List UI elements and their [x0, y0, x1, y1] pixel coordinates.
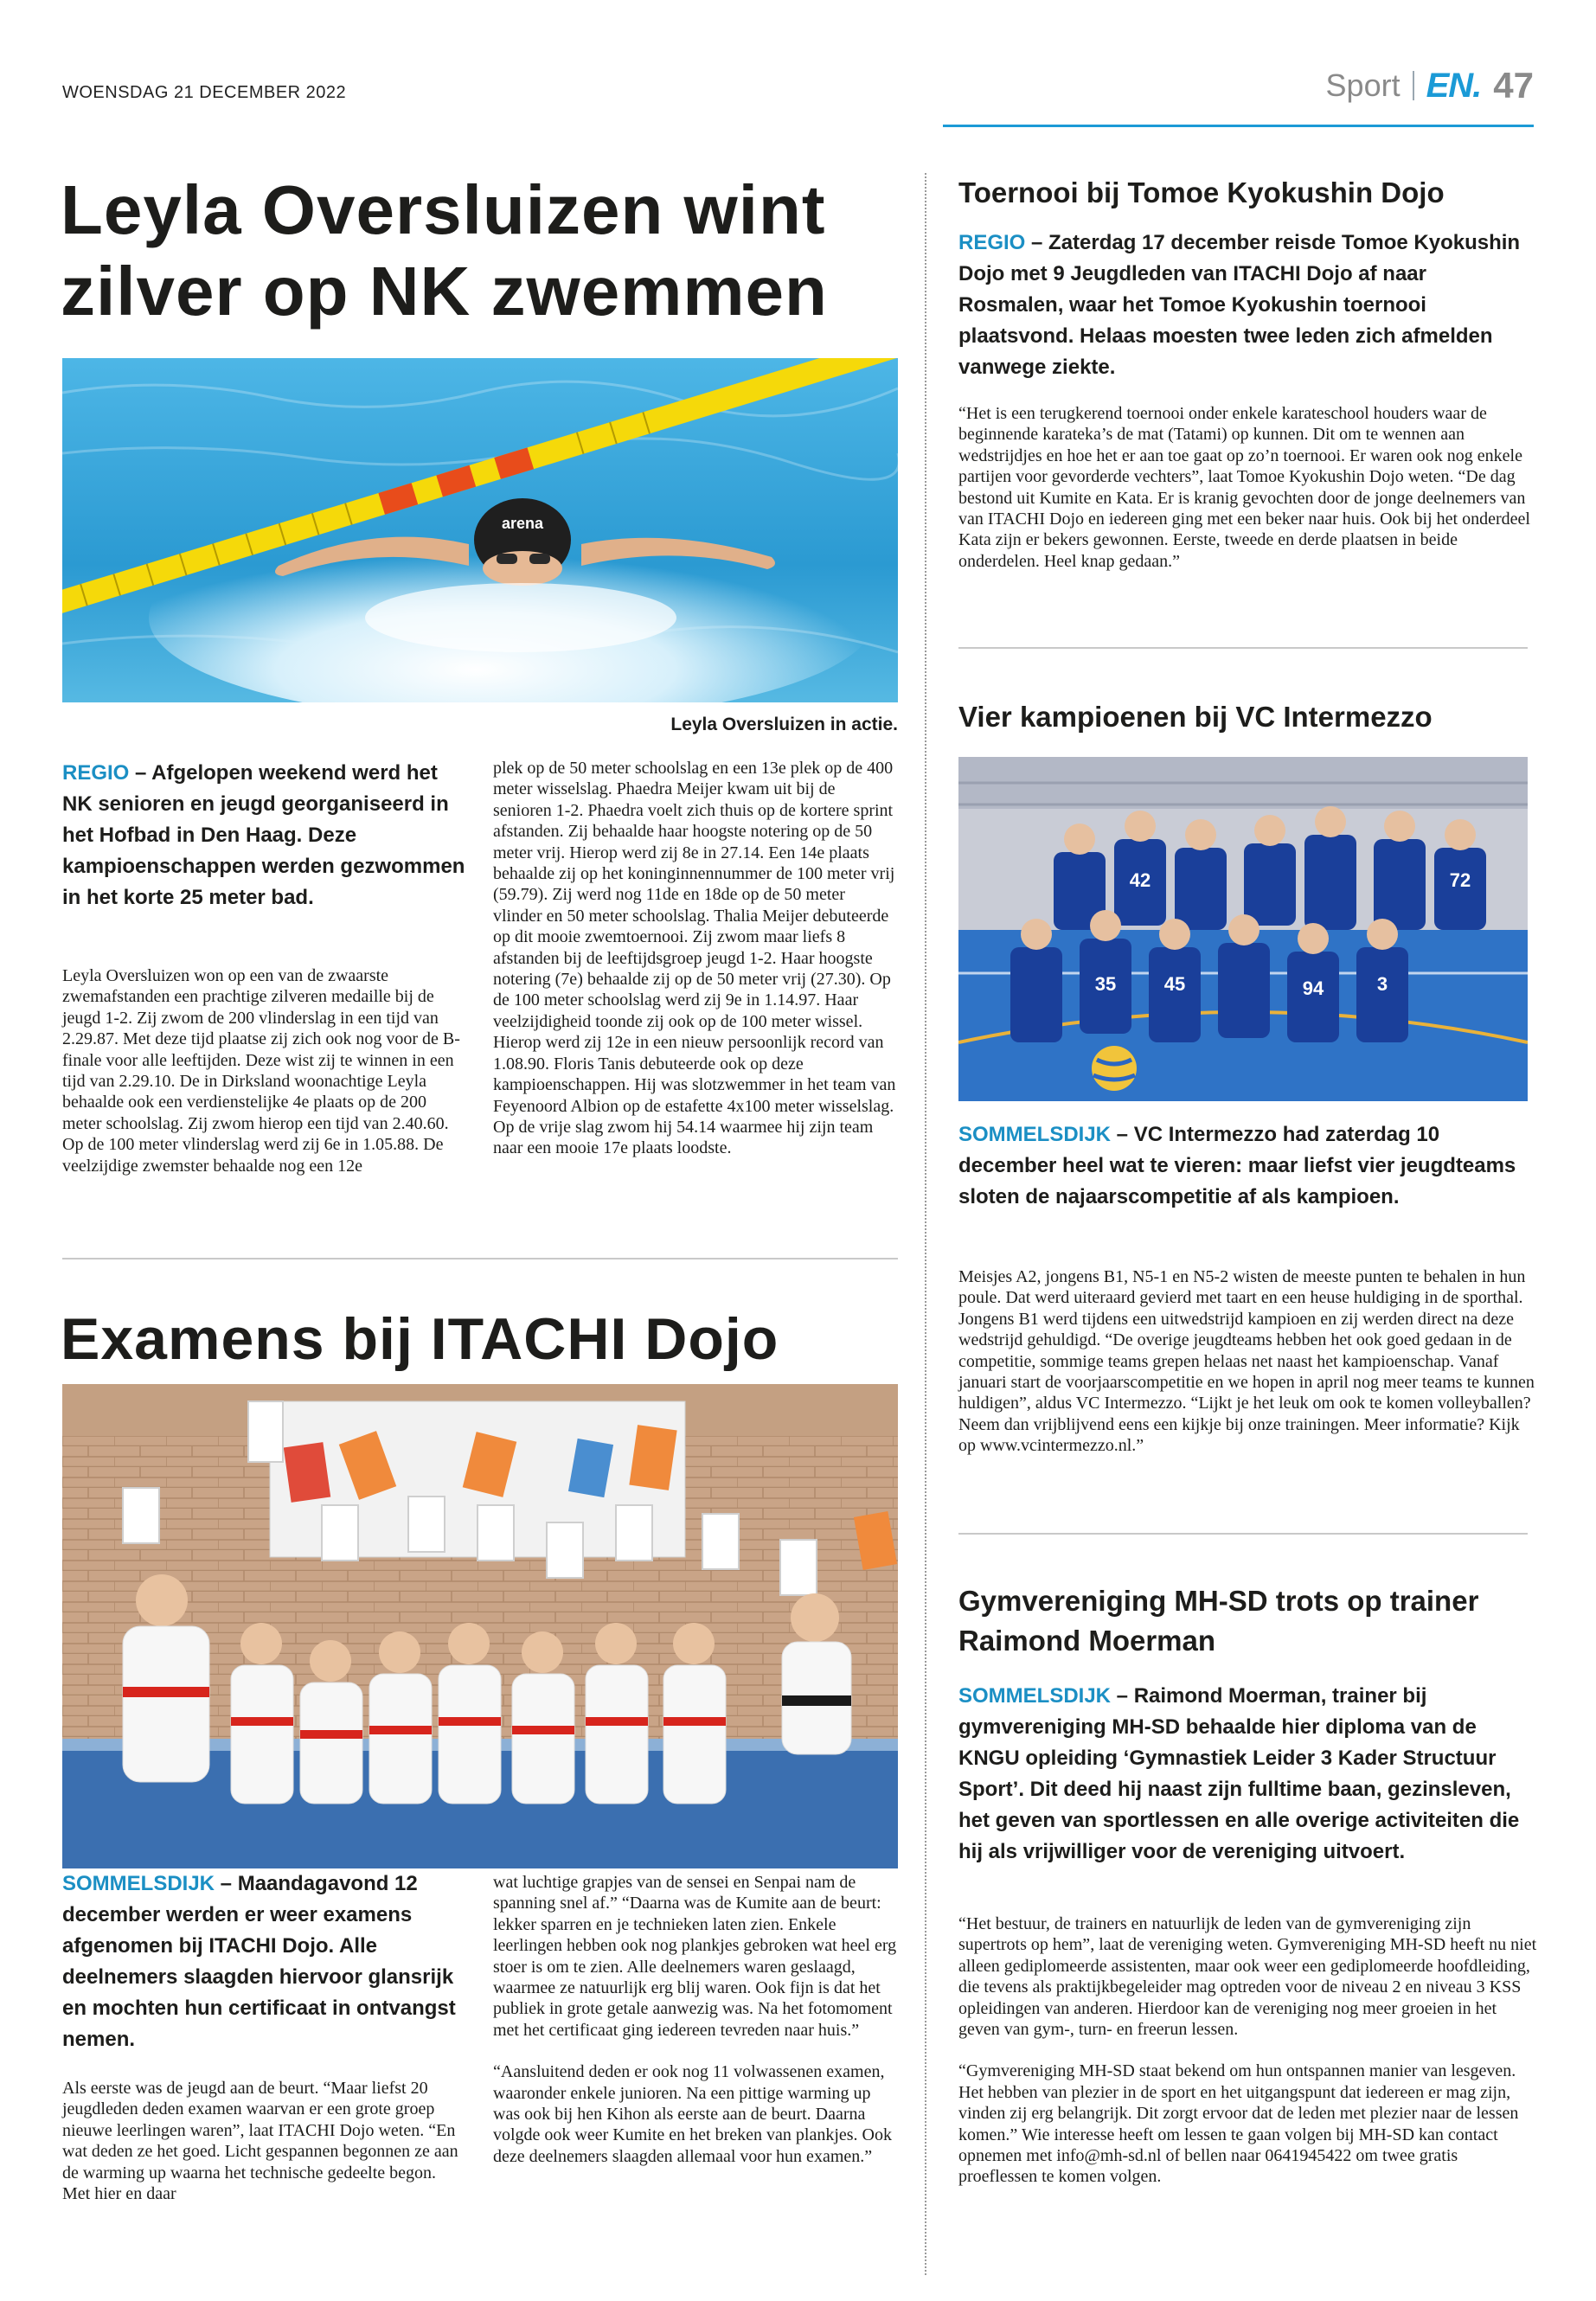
section-label: Sport — [1325, 67, 1401, 103]
lead-text: – Afgelopen weekend werd het NK senioren en jeugd georganiseerd in het Hofbad in Den Haag. Deze kampioenschappen werden gezwommen in het korte 25 meter bad. — [62, 761, 465, 909]
body-itachi-col2 — [493, 1872, 898, 2167]
paragraph: “Aansluitend deden er ook nog 11 volwassenen examen, waaronder enkele junioren. Na een pittige warming up was ook bij hen Kihon als eerste aan de beurt. Daarna volgde ook weer Kumite en het breken van plankjes. Ook deze deelnemers slaagden allemaal voor hun examen.” — [493, 2062, 892, 2166]
lead-keyword: SOMMELSDIJK — [958, 1123, 1112, 1146]
page-number: 47 — [1493, 65, 1534, 106]
page-header-right — [1326, 64, 1534, 107]
paragraph: Meisjes A2, jongens B1, N5-1 en N5-2 wisten de meeste punten te behalen in hun poule. Dat werd uiteraard gevierd met taart en een heuse huldiging in de sporthal. Jongens B1 werd tijdens een uitwedstrijd kampioen en zij werden direct na deze wedstrijd gehuldigd. “De overige jeugdteams hebben het ook goed gedaan in de competitie, sommige teams grepen helaas net naast het kampioenschap. Vanaf januari start de voorjaarscompetitie en we hopen in april nog meer teams te kunnen huldigen”, aldus VC Intermezzo. “Lijkt je het leuk om ook te komen volleyballen? Neem dan vrijblijvend eens een kijkje bij onze trainingen. Meer informatie? Kijk op www.vcintermezzo.nl.” — [958, 1267, 1535, 1456]
headline-vc-intermezzo: Vier kampioenen bij VC Intermezzo — [958, 701, 1433, 733]
paragraph: wat luchtige grapjes van de sensei en Senpai nam de spanning snel af.” “Daarna was de Kumite aan de beurt: lekker sparren en je technieken laten zien. Enkele leerlingen hebben ook nog plankjes gebroken wat heel erg stoer is om te zien. Alle deelnemers waren geslaagd, waarmee ze natuurlijk erg blij waren. Ook fijn is dat het publiek in grote getale aanwezig was. Na het fotomoment met het certificaat ging iedereen tevreden naar huis.” — [493, 1873, 897, 2040]
section-rule — [958, 647, 1528, 649]
lead-keyword: REGIO — [62, 761, 130, 785]
photo-swimmer — [62, 358, 898, 702]
body-swimming-col1 — [62, 965, 462, 1176]
headline-itachi: Examens bij ITACHI Dojo — [61, 1306, 779, 1372]
jersey-number: 3 — [1376, 973, 1388, 995]
column-divider — [925, 173, 926, 2275]
paragraph: “Gymvereniging MH-SD staat bekend om hun ontspannen manier van lesgeven. Het hebben van plezier in de sport en het uitgangspunt dat iedereen er mag zijn, vinden zij erg belangrijk. Dit zorgt ervoor dat de leden met plezier naar de lessen komen.” Wie interesse heeft om lessen te gaan volgen bij MH-SD kan contact opnemen met info@mh-sd.nl of bellen naar 0641945422 om twee gratis proeflessen te komen volgen. — [958, 2061, 1519, 2187]
body-gym-mhsd — [958, 1913, 1538, 2188]
lead-text: – VC Intermezzo had zaterdag 10 december heel wat te vieren: maar liefst vier jeugdteams sloten de najaarscompetitie af als kampioen. — [958, 1123, 1516, 1208]
section-rule — [958, 1533, 1528, 1535]
jersey-number: 42 — [1129, 869, 1151, 891]
paragraph: Als eerste was de jeugd aan de beurt. “Maar liefst 20 jeugdleden deden examen waarvan er een grote groep nieuwe leerlingen waren”, laat ITACHI Dojo weten. “En wat deden ze het goed. Licht gespannen begonnen ze aan de warming up waarna het technische gedeelte begon. Met hier en daar — [62, 2079, 458, 2204]
lead-text: – Zaterdag 17 december reisde Tomoe Kyokushin Dojo met 9 Jeugdleden van ITACHI Dojo af naar Rosmalen, waar het Tomoe Kyokushin toernooi plaatsvond. Helaas moesten twee leden zich afmelden vanwege ziekte. — [958, 231, 1521, 379]
jersey-number: 72 — [1449, 869, 1471, 891]
jersey-number: 45 — [1163, 973, 1186, 995]
issue-date: WOENSDAG 21 DECEMBER 2022 — [62, 83, 347, 102]
paragraph: plek op de 50 meter schoolslag en een 13e plek op de 400 meter wisselslag. Phaedra Meijer kwam uit bij de senioren 1-2. Phaedra voelt zich thuis op de kortere sprint afstanden. Zij behaalde haar hoogste notering op de 50 meter vrij. Hierop werd zij 8e in 27.14. Een 14e plaats behaalde zij op het koninginnennummer de 100 meter vrij (59.79). Zij werd nog 11de en 18de op de 50 meter vlinder en 50 meter schoolslag. Thalia Meijer debuteerde op dit mooie zwemtoernooi. Zij zwom maar liefs 8 afstanden bij de leeftijdsgroep jeugd 1-2. Haar hoogste notering (7e) behaalde zij op de 50 meter vrij (27.30). Op de 100 meter schoolslag werd zij 9e in 1.14.97. Haar veelzijdigheid toonde zij ook op de 100 meter wissel. Hierop werd zij 12e in een nieuw persoonlijk record van 1.08.90. Floris Tanis debuteerde ook op deze kampioenschappen. Hij was slotzwemmer in het team van Feyenoord Albion op de estafette 4x100 meter wisselslag. Op de vrije slag zwom hij 54.14 waarmee hij zijn team naar een mooie 17e plaats loodste. — [493, 759, 896, 1158]
newspaper-logo: EN. — [1426, 66, 1482, 105]
body-swimming-col2 — [493, 758, 898, 1159]
paragraph: Leyla Oversluizen won op een van de zwaarste zwemafstanden een prachtige zilveren medaille bij de jeugd 1-2. Zij zwom de 200 vlinderslag in een tijd van 2.29.87. Met deze tijd plaatse zij zich ook nog voor de B-finale voor alle leeftijden. Deze wist zij te winnen in een tijd van 2.29.10. De in Dirksland woonachtige Leyla behaalde ook een verdienstelijke 4e plaats op de 200 meter schoolslag. Zij zwom hierop een tijd van 2.40.60. Op de 100 meter vlinderslag werd zij 6e in 1.05.88. De veelzijdige zwemster behaalde nog een 12e — [62, 966, 460, 1176]
lead-text: – Maandagavond 12 december werden er weer examens afgenomen bij ITACHI Dojo. Alle deelnemers slaagden hiervoor glansrijk en mochten hun certificaat in ontvangst nemen. — [62, 1872, 456, 2051]
lead-vc-intermezzo — [958, 1119, 1536, 1213]
lead-itachi — [62, 1868, 478, 2055]
jersey-number: 94 — [1302, 977, 1324, 999]
paragraph: “Het is een terugkerend toernooi onder enkele karateschool houders waar de beginnende karateka’s de mat (Tatami) op kunnen. Dit om te wennen aan wedstrijdjes en hoe het er aan toe gaat op zo’n toernooi. Er waren ook nog enkele partijen voor gevorderde vechters”, laat Tomoe Kyokushin Dojo weten. “De dag bestond uit Kumite en Kata. Er is kranig gevochten door de jonge deelnemers van van ITACHI Dojo en iedereen ging met een beker naar huis. Ook bij het onderdeel Kata zijn er bekers gewonnen. Eerste, tweede en derde plaatsen in beide onderdelen. Heel knap gedaan.” — [958, 404, 1530, 571]
lead-gym-mhsd — [958, 1681, 1536, 1868]
lead-swimming — [62, 758, 469, 913]
body-vc-intermezzo — [958, 1266, 1538, 1457]
headline-swimming: Leyla Oversluizen wint zilver op NK zwemmen — [61, 171, 828, 330]
photo-karate-group — [62, 1384, 898, 1868]
header-divider — [1413, 71, 1414, 100]
paragraph: “Het bestuur, de trainers en natuurlijk de leden van de gymvereniging zijn supertrots op hem”, laat de vereniging weten. Gymvereniging MH-SD heeft nu niet alleen gediplomeerde assistenten, maar ook weer een gediplomeerde hoofdleiding, die tevens als praktijkbegeleider mag optreden voor de niveau 2 en niveau 3 KSS opleidingen van anderen. Hierdoor kan de vereniging nog meer groeien in het geven van gym-, turn- en freerun lessen. — [958, 1914, 1537, 2040]
section-rule — [62, 1258, 898, 1259]
body-tomoe — [958, 403, 1535, 572]
lead-keyword: SOMMELSDIJK — [62, 1872, 215, 1895]
headline-gym-mhsd: Gymvereniging MH-SD trots op trainer Raimond Moerman — [958, 1585, 1479, 1657]
lead-keyword: SOMMELSDIJK — [958, 1684, 1112, 1708]
headline-tomoe: Toernooi bij Tomoe Kyokushin Dojo — [958, 176, 1445, 208]
photo-volleyball-team — [958, 757, 1528, 1101]
lead-tomoe — [958, 228, 1536, 383]
swim-cap-logo: arena — [501, 515, 544, 532]
jersey-number: 35 — [1094, 973, 1117, 995]
lead-keyword: REGIO — [958, 231, 1026, 254]
lead-text: – Raimond Moerman, trainer bij gymvereniging MH-SD behaalde hier diploma van de KNGU opleiding ‘Gymnastiek Leider 3 Kader Structuur Sport’. Dit deed hij naast zijn fulltime baan, gezinsleven, het geven van sportlessen en alle overige activiteiten die hij als vrijwilliger voor de vereniging uitvoert. — [958, 1684, 1520, 1863]
body-itachi-col1 — [62, 2078, 462, 2204]
header-rule — [943, 125, 1534, 127]
photo-caption-swimming: Leyla Oversluizen in actie. — [670, 715, 898, 734]
